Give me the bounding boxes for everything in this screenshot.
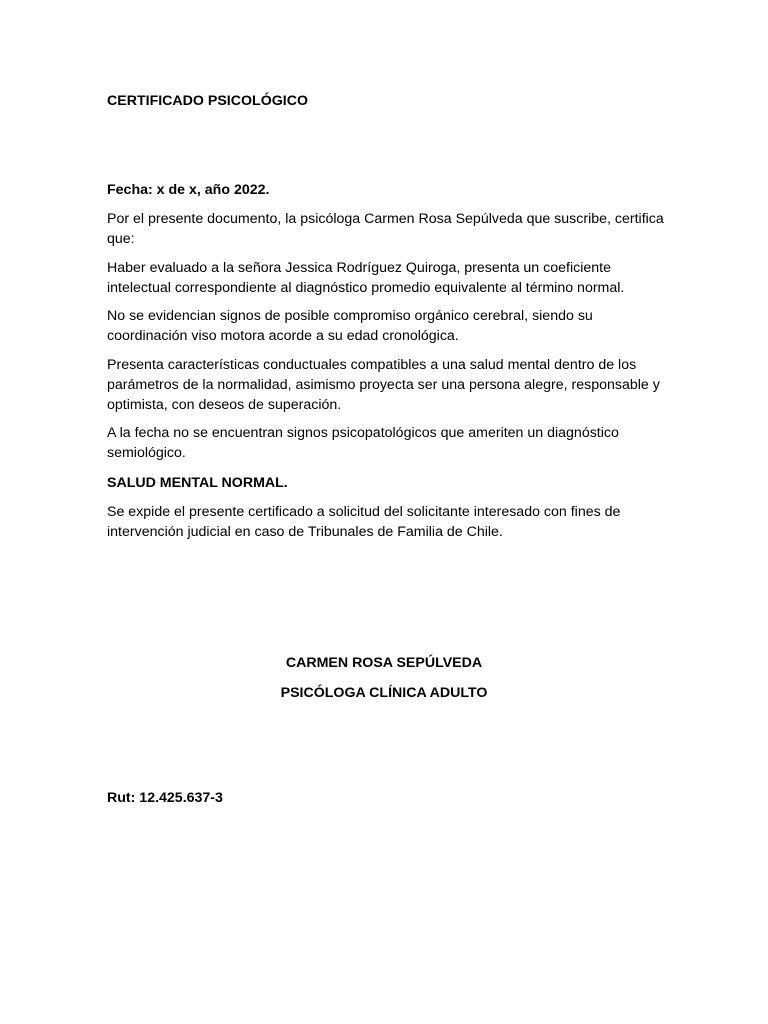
document-title: CERTIFICADO PSICOLÓGICO	[107, 93, 308, 109]
rut-line: Rut: 12.425.637-3	[107, 790, 223, 806]
signatory-role: PSICÓLOGA CLÍNICA ADULTO	[280, 685, 488, 702]
signatory-name: CARMEN ROSA SEPÚLVEDA	[285, 655, 483, 672]
conclusion-heading: SALUD MENTAL NORMAL.	[107, 475, 288, 491]
date-line: Fecha: x de x, año 2022.	[107, 182, 270, 198]
paragraph-evaluation: Haber evaluado a la señora Jessica Rodríguez Quiroga, presenta un coeficiente intelectual correspondiente al diagnóstico promedio equivalente al término normal.	[107, 260, 625, 296]
paragraph-psychopathology: A la fecha no se encuentran signos psicopatológicos que ameriten un diagnóstico semiológico.	[107, 425, 619, 461]
paragraph-behavioral: Presenta características conductuales compatibles a una salud mental dentro de los parámetros de la normalidad, asimismo proyecta ser una persona alegre, responsable y optimista, con deseos de superación.	[107, 357, 660, 413]
paragraph-closing: Se expide el presente certificado a solicitud del solicitante interesado con fines de intervención judicial en caso de Tribunales de Familia de Chile.	[107, 504, 621, 540]
paragraph-neurological: No se evidencian signos de posible compromiso orgánico cerebral, siendo su coordinación viso motora acorde a su edad cronológica.	[107, 308, 593, 344]
paragraph-intro: Por el presente documento, la psicóloga Carmen Rosa Sepúlveda que suscribe, certifica que:	[107, 211, 664, 247]
